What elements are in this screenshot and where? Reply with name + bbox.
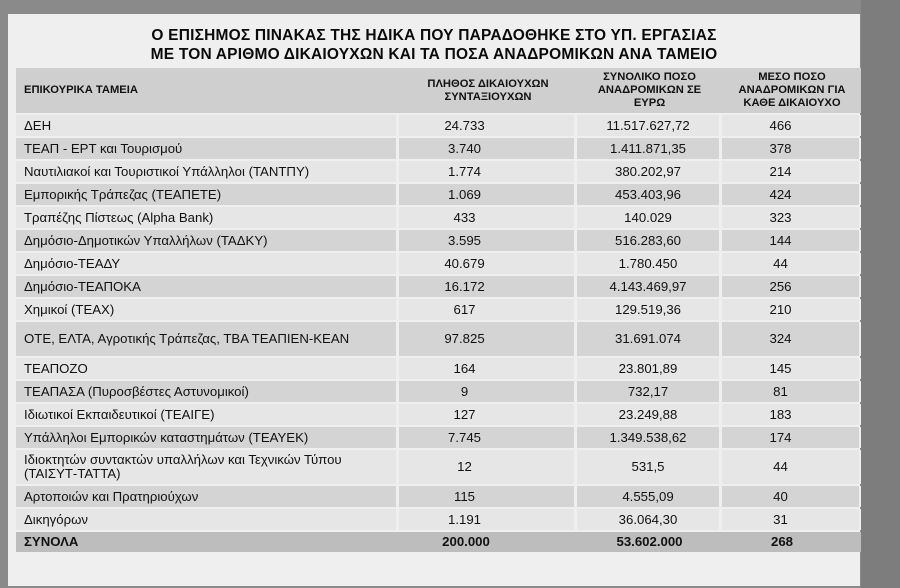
count-cell: 97.825 [399,322,577,356]
total-cell: 732,17 [577,381,722,402]
fund-cell: Εμπορικής Τράπεζας (ΤΕΑΠΕΤΕ) [16,184,399,205]
fund-cell: Ναυτιλιακοί και Τουριστικοί Υπάλληλοι (ΤΑΝΤΠΥ) [16,161,399,182]
fund-cell: ΤΕΑΠΟΖΟ [16,358,399,379]
total-cell: 11.517.627,72 [577,115,722,136]
table-row [16,299,862,320]
table-row [16,230,862,251]
count-cell: 3.740 [399,138,577,159]
table-title [8,26,860,64]
totals-total: 53.602.000 [577,532,722,552]
total-cell: 31.691.074 [577,322,722,356]
document-page [8,14,860,586]
count-cell: 617 [399,299,577,320]
average-cell: 424 [722,184,862,205]
average-cell: 145 [722,358,862,379]
count-cell: 127 [399,404,577,425]
count-cell: 40.679 [399,253,577,274]
header-row [16,68,862,113]
header-average: ΜΕΣΟ ΠΟΣΟ ΑΝΑΔΡΟΜΙΚΩΝ ΓΙΑ ΚΑΘΕ ΔΙΚΑΙΟΥΧΟ [722,68,862,113]
total-cell: 380.202,97 [577,161,722,182]
total-cell: 516.283,60 [577,230,722,251]
table-row [16,358,862,379]
average-cell: 210 [722,299,862,320]
fund-cell: Ιδιωτικοί Εκπαιδευτικοί (ΤΕΑΙΓΕ) [16,404,399,425]
table-row [16,161,862,182]
table-row [16,381,862,402]
fund-cell: Ιδιοκτητών συντακτών υπαλλήλων και Τεχνικών Τύπου (ΤΑΙΣΥΤ-ΤΑΤΤΑ) [16,450,399,484]
average-cell: 378 [722,138,862,159]
average-cell: 256 [722,276,862,297]
totals-row [16,532,862,552]
table-row [16,404,862,425]
total-cell: 4.143.469,97 [577,276,722,297]
average-cell: 44 [722,253,862,274]
table-row [16,115,862,136]
header-fund: ΕΠΙΚΟΥΡΙΚΑ ΤΑΜΕΙΑ [16,68,399,113]
title-line-2: ΜΕ ΤΟΝ ΑΡΙΘΜΟ ΔΙΚΑΙΟΥΧΩΝ ΚΑΙ ΤΑ ΠΟΣΑ ΑΝΑΔΡΟΜΙΚΩΝ ΑΝΑ ΤΑΜΕΙΟ [150,46,718,63]
table-row [16,322,862,356]
count-cell: 7.745 [399,427,577,448]
count-cell: 24.733 [399,115,577,136]
fund-cell: Τραπέζης Πίστεως (Alpha Bank) [16,207,399,228]
count-cell: 9 [399,381,577,402]
total-cell: 23.801,89 [577,358,722,379]
count-cell: 433 [399,207,577,228]
count-cell: 12 [399,450,577,484]
totals-label: ΣΥΝΟΛΑ [16,532,399,552]
fund-cell: Δημόσιο-Δημοτικών Υπαλλήλων (ΤΑΔΚΥ) [16,230,399,251]
average-cell: 183 [722,404,862,425]
total-cell: 140.029 [577,207,722,228]
count-cell: 1.069 [399,184,577,205]
count-cell: 16.172 [399,276,577,297]
average-cell: 40 [722,486,862,507]
totals-average: 268 [722,532,862,552]
fund-cell: ΔΕΗ [16,115,399,136]
average-cell: 214 [722,161,862,182]
fund-cell: ΟΤΕ, ΕΛΤΑ, Αγροτικής Τράπεζας, ΤΒΑ ΤΕΑΠΙΕΝ-ΚΕΑΝ [16,322,399,356]
table-row [16,427,862,448]
total-cell: 36.064,30 [577,509,722,530]
count-cell: 3.595 [399,230,577,251]
total-cell: 129.519,36 [577,299,722,320]
average-cell: 324 [722,322,862,356]
total-cell: 453.403,96 [577,184,722,205]
table-row [16,207,862,228]
fund-cell: Δημόσιο-ΤΕΑΔΥ [16,253,399,274]
pension-funds-table [16,66,862,554]
total-cell: 1.780.450 [577,253,722,274]
title-line-1: Ο ΕΠΙΣΗΜΟΣ ΠΙΝΑΚΑΣ ΤΗΣ ΗΔΙΚΑ ΠΟΥ ΠΑΡΑΔΟΘΗΚΕ ΣΤΟ ΥΠ. ΕΡΓΑΣΙΑΣ [151,27,717,44]
fund-cell: Χημικοί (ΤΕΑΧ) [16,299,399,320]
table-row [16,509,862,530]
table-row [16,450,862,484]
count-cell: 1.774 [399,161,577,182]
page-edge [861,0,900,588]
fund-cell: Αρτοποιών και Πρατηριούχων [16,486,399,507]
table-row [16,486,862,507]
table-row [16,184,862,205]
average-cell: 323 [722,207,862,228]
average-cell: 466 [722,115,862,136]
average-cell: 31 [722,509,862,530]
average-cell: 174 [722,427,862,448]
totals-count: 200.000 [399,532,577,552]
total-cell: 1.411.871,35 [577,138,722,159]
table-row [16,276,862,297]
header-count: ΠΛΗΘΟΣ ΔΙΚΑΙΟΥΧΩΝ ΣΥΝΤΑΞΙΟΥΧΩΝ [399,68,577,113]
total-cell: 531,5 [577,450,722,484]
fund-cell: Δικηγόρων [16,509,399,530]
fund-cell: Υπάλληλοι Εμπορικών καταστημάτων (ΤΕΑΥΕΚ) [16,427,399,448]
total-cell: 4.555,09 [577,486,722,507]
count-cell: 164 [399,358,577,379]
header-total: ΣΥΝΟΛΙΚΟ ΠΟΣΟ ΑΝΑΔΡΟΜΙΚΩΝ ΣΕ ΕΥΡΩ [577,68,722,113]
table-row [16,253,862,274]
table-row [16,138,862,159]
table-body [16,115,862,552]
total-cell: 1.349.538,62 [577,427,722,448]
average-cell: 44 [722,450,862,484]
average-cell: 144 [722,230,862,251]
fund-cell: Δημόσιο-ΤΕΑΠΟΚΑ [16,276,399,297]
total-cell: 23.249,88 [577,404,722,425]
count-cell: 115 [399,486,577,507]
fund-cell: ΤΕΑΠ - ΕΡΤ και Τουρισμού [16,138,399,159]
count-cell: 1.191 [399,509,577,530]
fund-cell: ΤΕΑΠΑΣΑ (Πυροσβέστες Αστυνομικοί) [16,381,399,402]
average-cell: 81 [722,381,862,402]
